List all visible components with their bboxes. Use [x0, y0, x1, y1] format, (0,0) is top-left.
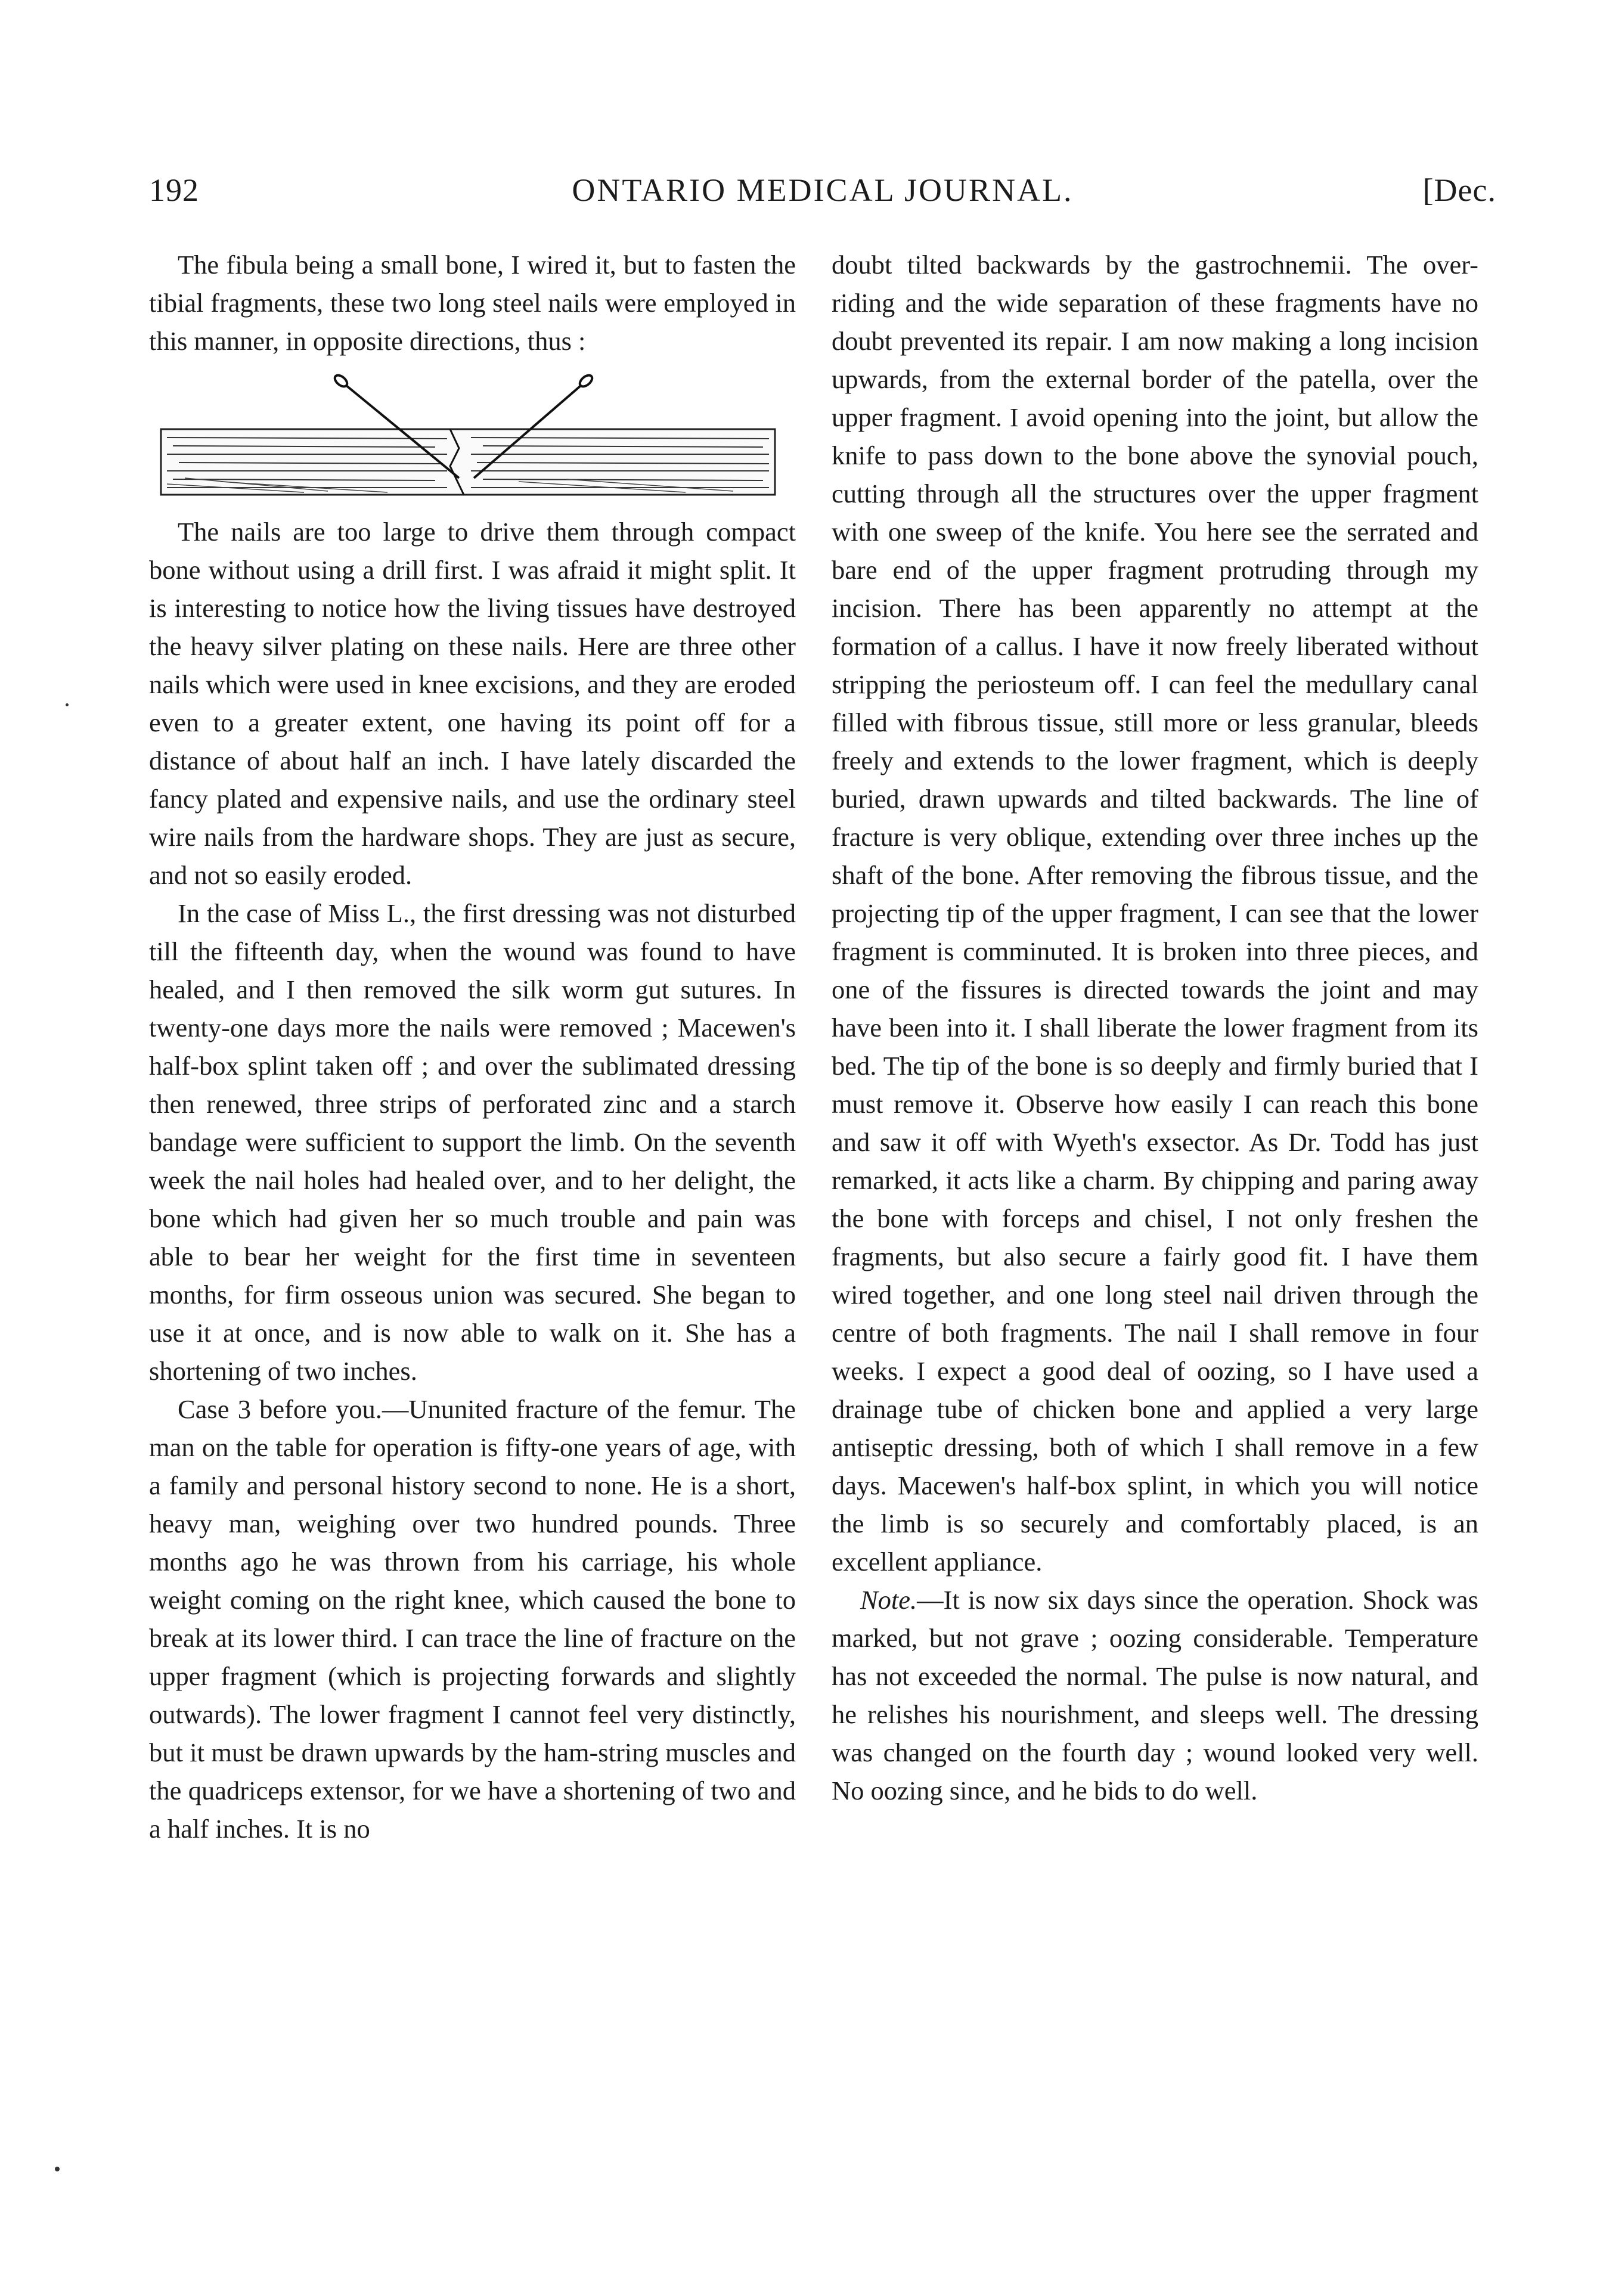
left-column — [149, 246, 796, 1848]
paragraph: The fibula being a small bone, I wired it, but to fasten the tibial fragments, these two long steel nails were employed in this manner, in opposite directions, thus : — [149, 250, 796, 356]
note-text: —It is now six days since the operation. Shock was marked, but not grave ; oozing considerable. Temperature has not exceeded the normal. The pulse is now natural, and he relishes his nourishment, and sleeps well. The dressing was changed on the fourth day ; wound looked very well. No oozing since, and he bids to do well. — [832, 1585, 1478, 1805]
note-label: Note. — [860, 1585, 917, 1615]
right-column — [832, 246, 1478, 1810]
note-paragraph — [832, 1581, 1478, 1810]
issue-month: [Dec. — [1422, 172, 1496, 208]
paragraph: Case 3 before you.—Ununited fracture of the femur. The man on the table for operation is fifty-one years of age, with a family and personal history second to none. He is a short, heavy man, weighing over two hundred pounds. Three months ago he was thrown from his carriage, his whole weight coming on the right knee, which caused the bone to break at its lower third. I can trace the line of fracture on the upper fragment (which is projecting forwards and slightly outwards). The lower fragment I cannot feel very distinctly, but it must be drawn upwards by the ham-string muscles and the quadriceps extensor, for we have a shortening of two and a half inches. It is no — [149, 1394, 796, 1844]
bone-nail-illustration — [149, 365, 796, 502]
paragraph: In the case of Miss L., the first dressing was not disturbed till the fifteenth day, when the wound was found to have healed, and I then removed the silk worm gut sutures. In twenty-one days more the nails were removed ; Macewen's half-box splint taken off ; and over the sublimated dressing then renewed, three strips of perforated zinc and a starch bandage were sufficient to support the limb. On the seventh week the nail holes had healed over, and to her delight, the bone which had given her so much trouble and pain was able to bear her weight for the first time in seventeen months, for firm osseous union was secured. She began to use it at once, and is now able to walk on it. She has a shortening of two inches. — [149, 898, 796, 1386]
paragraph: The nails are too large to drive them through compact bone without using a drill first. I was afraid it might split. It is interesting to notice how the living tissues have destroyed the heavy silver plating on these nails. Here are three other nails which were used in knee excisions, and they are eroded even to a greater extent, one having its point off for a distance of about half an inch. I have lately discarded the fancy plated and expensive nails, and use the ordinary steel wire nails from the hardware shops. They are just as secure, and not so easily eroded. — [149, 517, 796, 890]
journal-title: ONTARIO MEDICAL JOURNAL. — [572, 172, 1074, 208]
bone-with-crossed-nails-illustration — [161, 373, 775, 495]
stray-mark — [66, 703, 69, 706]
running-header — [149, 172, 1496, 219]
page-number: 192 — [149, 172, 199, 208]
stray-mark — [55, 2167, 60, 2171]
paragraph: doubt tilted backwards by the gastrochnemii. The over-riding and the wide separation of these fragments have no doubt prevented its repair. I am now making a long incision upwards, from the external border of the patella, over the upper fragment. I avoid opening into the joint, but allow the knife to pass down to the bone above the synovial pouch, cutting through all the structures over the upper fragment with one sweep of the knife. You here see the serrated and bare end of the upper fragment protruding through my incision. There has been apparently no attempt at the formation of a callus. I have it now freely liberated without stripping the periosteum off. I can feel the medullary canal filled with fibrous tissue, still more or less granular, bleeds freely and extends to the lower fragment, which is deeply buried, drawn upwards and tilted backwards. The line of fracture is very oblique, extending over three inches up the shaft of the bone. After removing the fibrous tissue, and the projecting tip of the upper fragment, I can see that the lower fragment is comminuted. It is broken into three pieces, and one of the fissures is directed towards the joint and may have been into it. I shall liberate the lower fragment from its bed. The tip of the bone is so deeply and firmly buried that I must remove it. Observe how easily I can reach this bone and saw it off with Wyeth's exsector. As Dr. Todd has just remarked, it acts like a charm. By chipping and paring away the bone with forceps and chisel, I not only freshen the fragments, but also secure a fairly good fit. I have them wired together, and one long steel nail driven through the centre of both fragments. The nail I shall remove in four weeks. I expect a good deal of oozing, so I have used a drainage tube of chicken bone and applied a very large antiseptic dressing, both of which I shall remove in a few days. Macewen's half-box splint, in which you will notice the limb is so securely and comfortably placed, is an excellent appliance. — [832, 250, 1478, 1577]
